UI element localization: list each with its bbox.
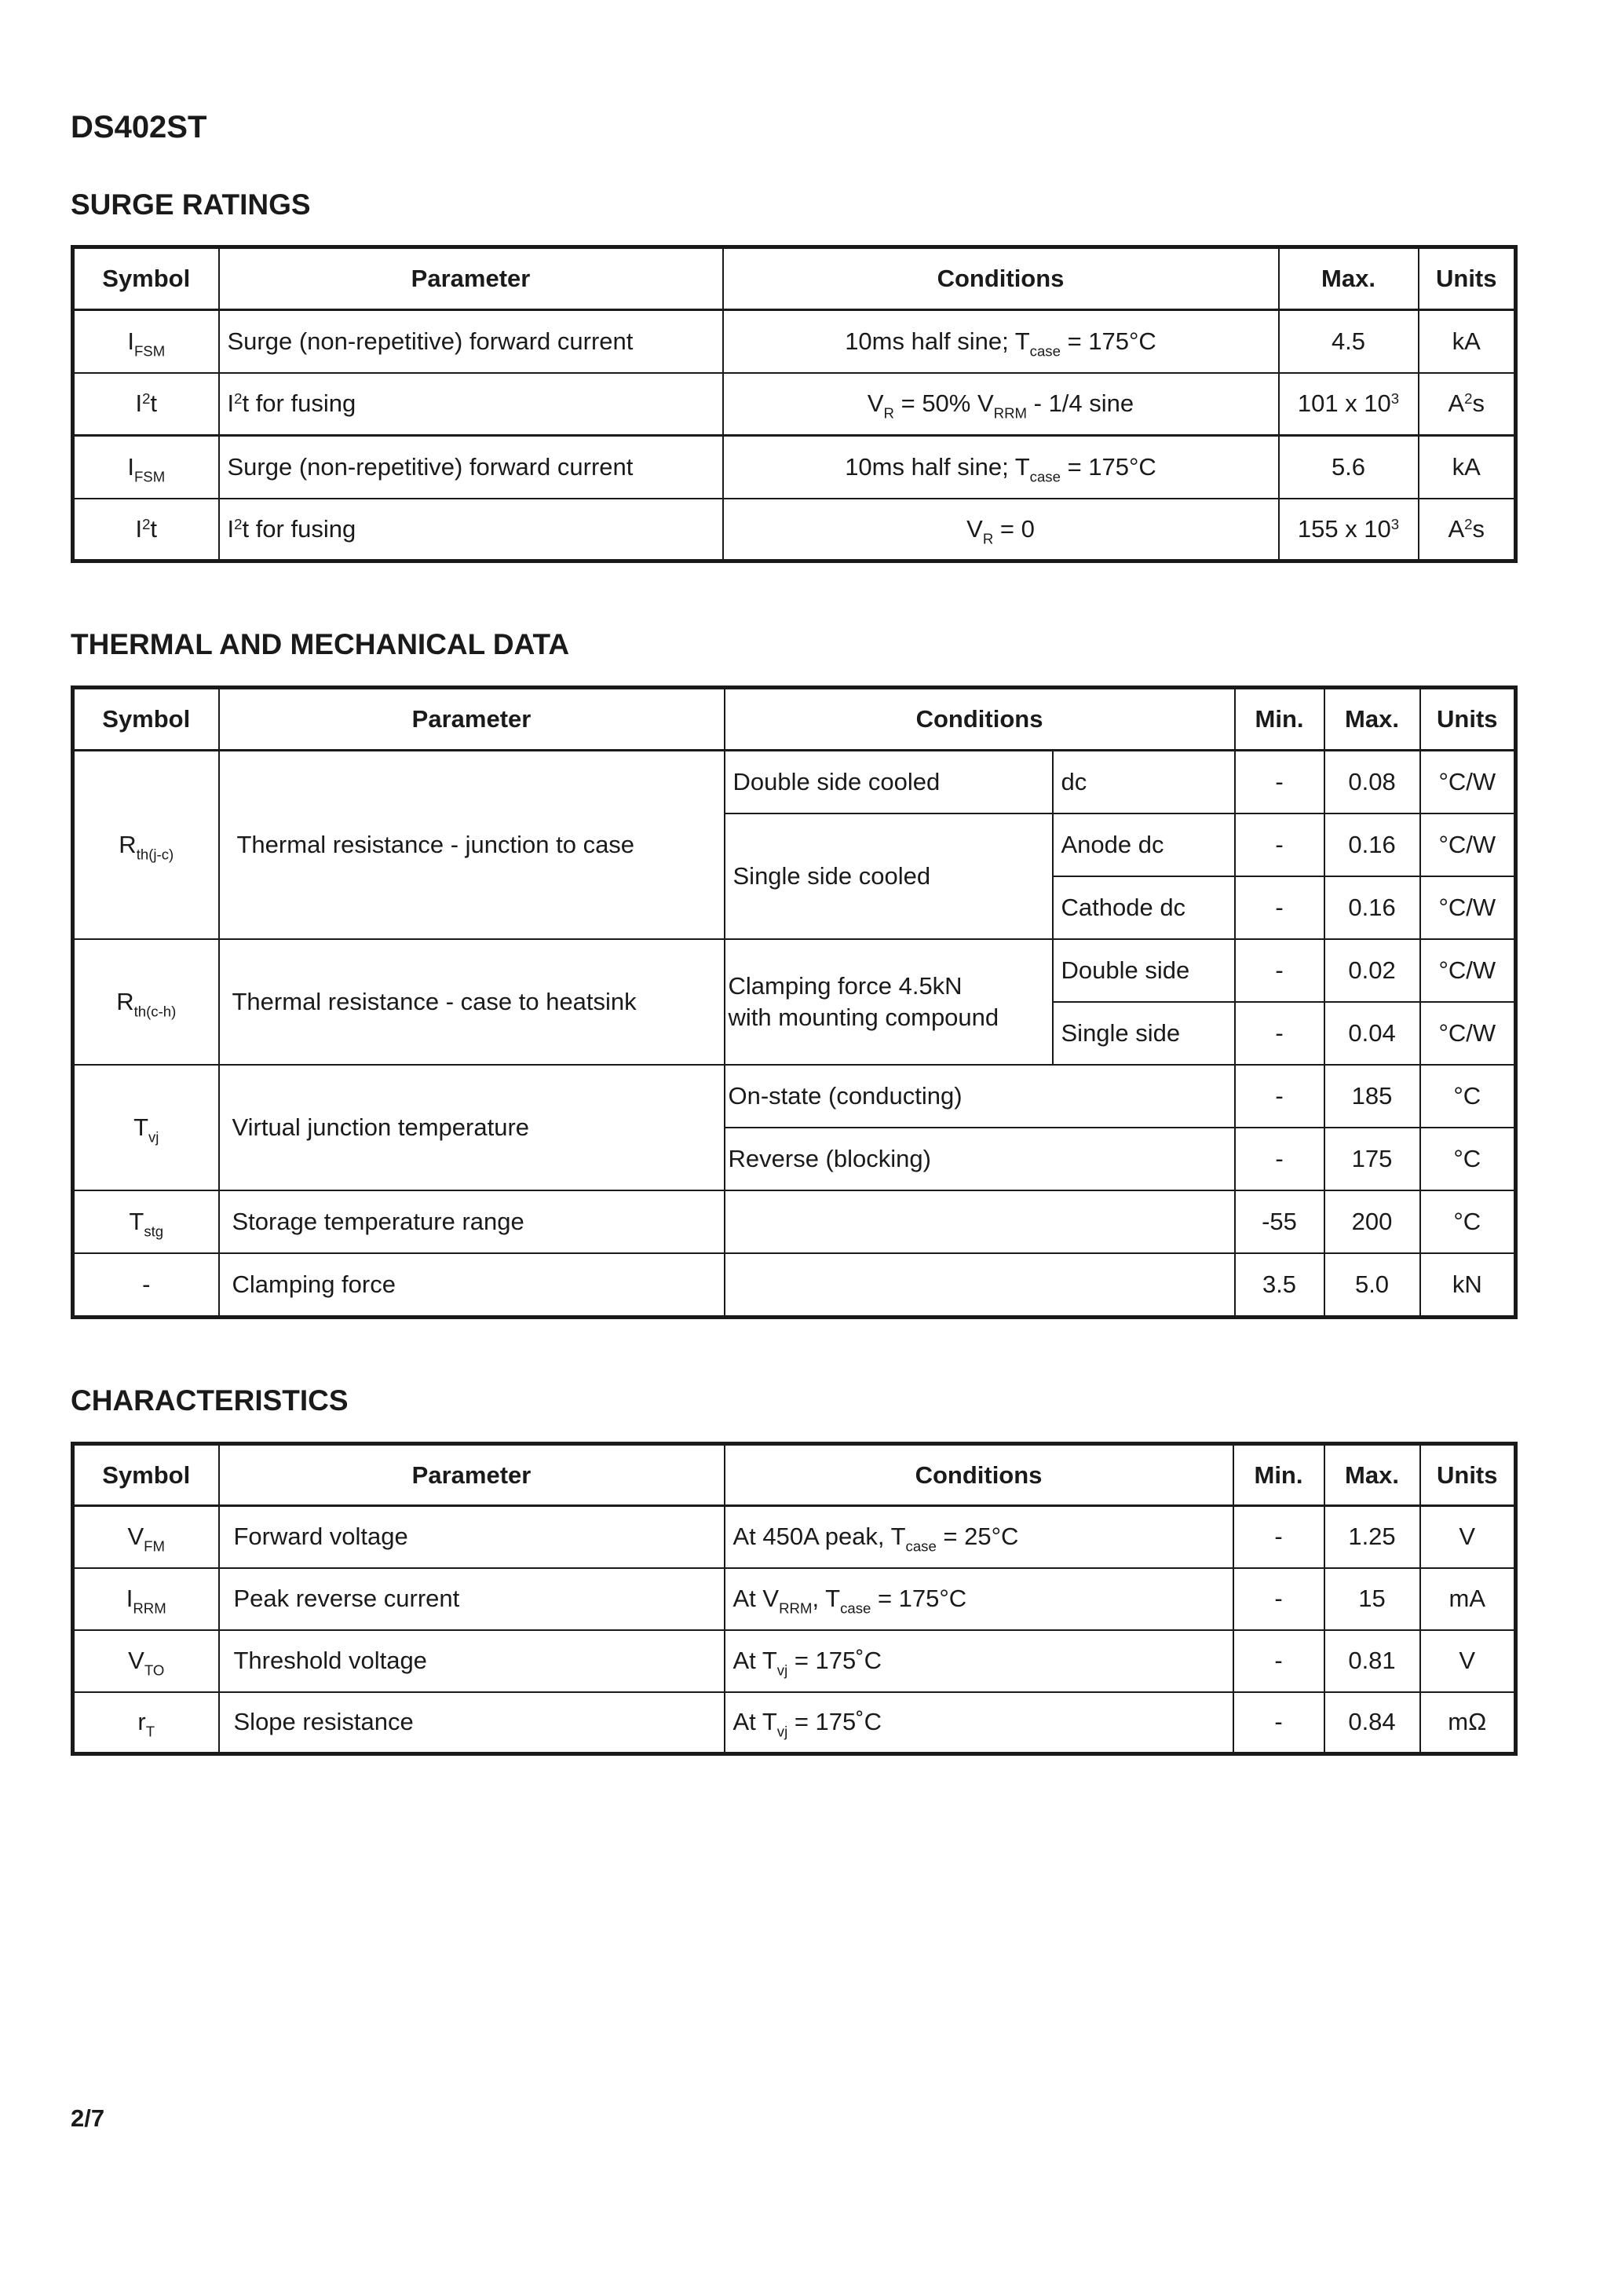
max-cell: 200 — [1324, 1190, 1420, 1253]
page-number: 2/7 — [71, 2104, 105, 2132]
min-cell: -55 — [1235, 1190, 1324, 1253]
header-conditions: Conditions — [725, 688, 1235, 751]
units-cell: kN — [1420, 1253, 1516, 1318]
max-cell: 0.08 — [1324, 751, 1420, 813]
conditions-cell: Single side cooled — [725, 813, 1053, 939]
thermal-mechanical-table — [71, 686, 1518, 1319]
conditions-cell: At 450A peak, $T_{case} = 25^\circ C$ — [725, 1506, 1233, 1568]
symbol-cell: $I_{FSM}$ — [73, 436, 219, 499]
header-units: Units — [1420, 1444, 1516, 1506]
max-cell: 1.25 — [1324, 1506, 1420, 1568]
table-row — [73, 310, 1516, 373]
parameter-cell: Surge (non-repetitive) forward current — [219, 310, 723, 373]
symbol-cell: - — [73, 1253, 219, 1318]
parameter-cell: Storage temperature range — [219, 1190, 725, 1253]
parameter-cell: Peak reverse current — [219, 1568, 725, 1630]
min-cell: - — [1233, 1506, 1324, 1568]
table-row — [73, 751, 1516, 813]
units-cell: °C/W — [1420, 751, 1516, 813]
sub-conditions-cell: Anode dc — [1053, 813, 1235, 876]
units-cell: $A^2s$ — [1419, 499, 1516, 561]
surge-ratings-table — [71, 245, 1518, 563]
parameter-cell: Slope resistance — [219, 1692, 725, 1754]
symbol-cell: $I_{FSM}$ — [73, 310, 219, 373]
parameter-cell: Clamping force — [219, 1253, 725, 1318]
table-row — [73, 1065, 1516, 1128]
characteristics-table — [71, 1442, 1518, 1756]
sub-conditions-cell: dc — [1053, 751, 1235, 813]
parameter-cell: Threshold voltage — [219, 1630, 725, 1692]
table-row — [73, 1630, 1516, 1692]
units-cell: V — [1420, 1506, 1516, 1568]
min-cell: - — [1235, 876, 1324, 939]
table-row — [73, 939, 1516, 1002]
sub-conditions-cell: Cathode dc — [1053, 876, 1235, 939]
max-cell: 0.84 — [1324, 1692, 1420, 1754]
header-conditions: Conditions — [723, 247, 1279, 310]
conditions-cell: Reverse (blocking) — [725, 1128, 1235, 1190]
header-max: Max. — [1324, 1444, 1420, 1506]
symbol-cell: $r_T$ — [73, 1692, 219, 1754]
conditions-cell: 10ms half sine; $T_{case} = 175^\circ C$ — [723, 310, 1279, 373]
header-symbol: Symbol — [73, 688, 219, 751]
min-cell: - — [1235, 751, 1324, 813]
header-symbol: Symbol — [73, 247, 219, 310]
header-parameter: Parameter — [219, 1444, 725, 1506]
max-cell: 185 — [1324, 1065, 1420, 1128]
header-parameter: Parameter — [219, 247, 723, 310]
table-header-row — [73, 1444, 1516, 1506]
header-min: Min. — [1235, 688, 1324, 751]
conditions-cell: 10ms half sine; $T_{case} = 175^\circ C$ — [723, 436, 1279, 499]
min-cell: - — [1235, 1065, 1324, 1128]
conditions-cell — [725, 1190, 1235, 1253]
table-row — [73, 436, 1516, 499]
document-title: DS402ST — [71, 110, 207, 144]
max-cell: 155 x $10^3$ — [1279, 499, 1419, 561]
conditions-cell: On-state (conducting) — [725, 1065, 1235, 1128]
conditions-cell: $V_R = 0$ — [723, 499, 1279, 561]
max-cell: 0.16 — [1324, 813, 1420, 876]
table-row — [73, 1506, 1516, 1568]
symbol-cell: $R_{th(j-c)}$ — [73, 751, 219, 939]
table-header-row — [73, 247, 1516, 310]
header-symbol: Symbol — [73, 1444, 219, 1506]
sub-conditions-cell: Single side — [1053, 1002, 1235, 1065]
header-max: Max. — [1279, 247, 1419, 310]
units-cell: kA — [1419, 310, 1516, 373]
sub-conditions-cell: Double side — [1053, 939, 1235, 1002]
max-cell: 0.16 — [1324, 876, 1420, 939]
units-cell: °C — [1420, 1065, 1516, 1128]
parameter-cell: $I^2t$ for fusing — [219, 499, 723, 561]
max-cell: 5.0 — [1324, 1253, 1420, 1318]
parameter-cell: Thermal resistance - junction to case — [219, 751, 725, 939]
table-row — [73, 1253, 1516, 1318]
table-header-row — [73, 688, 1516, 751]
header-parameter: Parameter — [219, 688, 725, 751]
symbol-cell: $I_{RRM}$ — [73, 1568, 219, 1630]
symbol-cell: $I^2t$ — [73, 373, 219, 436]
min-cell: - — [1235, 813, 1324, 876]
symbol-cell: $V_{TO}$ — [73, 1630, 219, 1692]
conditions-cell: At $T_{vj}$ = 175˚C — [725, 1692, 1233, 1754]
max-cell: 0.02 — [1324, 939, 1420, 1002]
header-conditions: Conditions — [725, 1444, 1233, 1506]
units-cell: °C/W — [1420, 876, 1516, 939]
max-cell: 0.81 — [1324, 1630, 1420, 1692]
min-cell: - — [1233, 1630, 1324, 1692]
table-row — [73, 373, 1516, 436]
parameter-cell: $I^2t$ for fusing — [219, 373, 723, 436]
conditions-cell: At $T_{vj}$ = 175˚C — [725, 1630, 1233, 1692]
units-cell: °C/W — [1420, 813, 1516, 876]
max-cell: 4.5 — [1279, 310, 1419, 373]
max-cell: 5.6 — [1279, 436, 1419, 499]
conditions-cell — [725, 1253, 1235, 1318]
surge-ratings-title: SURGE RATINGS — [71, 188, 311, 221]
header-min: Min. — [1233, 1444, 1324, 1506]
units-cell: °C — [1420, 1190, 1516, 1253]
symbol-cell: $T_{vj}$ — [73, 1065, 219, 1190]
symbol-cell: $T_{stg}$ — [73, 1190, 219, 1253]
min-cell: - — [1233, 1568, 1324, 1630]
units-cell: mA — [1420, 1568, 1516, 1630]
units-cell: mΩ — [1420, 1692, 1516, 1754]
conditions-cell: Clamping force 4.5kN with mounting compound — [725, 939, 1053, 1065]
min-cell: - — [1235, 1002, 1324, 1065]
header-units: Units — [1419, 247, 1516, 310]
max-cell: 15 — [1324, 1568, 1420, 1630]
units-cell: °C — [1420, 1128, 1516, 1190]
characteristics-title: CHARACTERISTICS — [71, 1384, 349, 1417]
min-cell: - — [1235, 1128, 1324, 1190]
thermal-mechanical-title: THERMAL AND MECHANICAL DATA — [71, 628, 570, 660]
max-cell: 101 x $10^3$ — [1279, 373, 1419, 436]
units-cell: °C/W — [1420, 1002, 1516, 1065]
units-cell: V — [1420, 1630, 1516, 1692]
min-cell: - — [1235, 939, 1324, 1002]
parameter-cell: Surge (non-repetitive) forward current — [219, 436, 723, 499]
header-units: Units — [1420, 688, 1516, 751]
conditions-cell: Double side cooled — [725, 751, 1053, 813]
max-cell: 0.04 — [1324, 1002, 1420, 1065]
max-cell: 175 — [1324, 1128, 1420, 1190]
table-row — [73, 499, 1516, 561]
units-cell: °C/W — [1420, 939, 1516, 1002]
conditions-cell: $V_R = 50\%$ $V_{RRM} - 1/4$ sine — [723, 373, 1279, 436]
units-cell: kA — [1419, 436, 1516, 499]
header-max: Max. — [1324, 688, 1420, 751]
min-cell: 3.5 — [1235, 1253, 1324, 1318]
symbol-cell: $I^2t$ — [73, 499, 219, 561]
symbol-cell: $R_{th(c-h)}$ — [73, 939, 219, 1065]
parameter-cell: Virtual junction temperature — [219, 1065, 725, 1190]
table-row — [73, 1190, 1516, 1253]
units-cell: $A^2s$ — [1419, 373, 1516, 436]
parameter-cell: Thermal resistance - case to heatsink — [219, 939, 725, 1065]
table-row — [73, 1568, 1516, 1630]
table-row — [73, 1692, 1516, 1754]
symbol-cell: $V_{FM}$ — [73, 1506, 219, 1568]
conditions-cell: At $V_{RRM}$, $T_{case} = 175^\circ C$ — [725, 1568, 1233, 1630]
parameter-cell: Forward voltage — [219, 1506, 725, 1568]
min-cell: - — [1233, 1692, 1324, 1754]
